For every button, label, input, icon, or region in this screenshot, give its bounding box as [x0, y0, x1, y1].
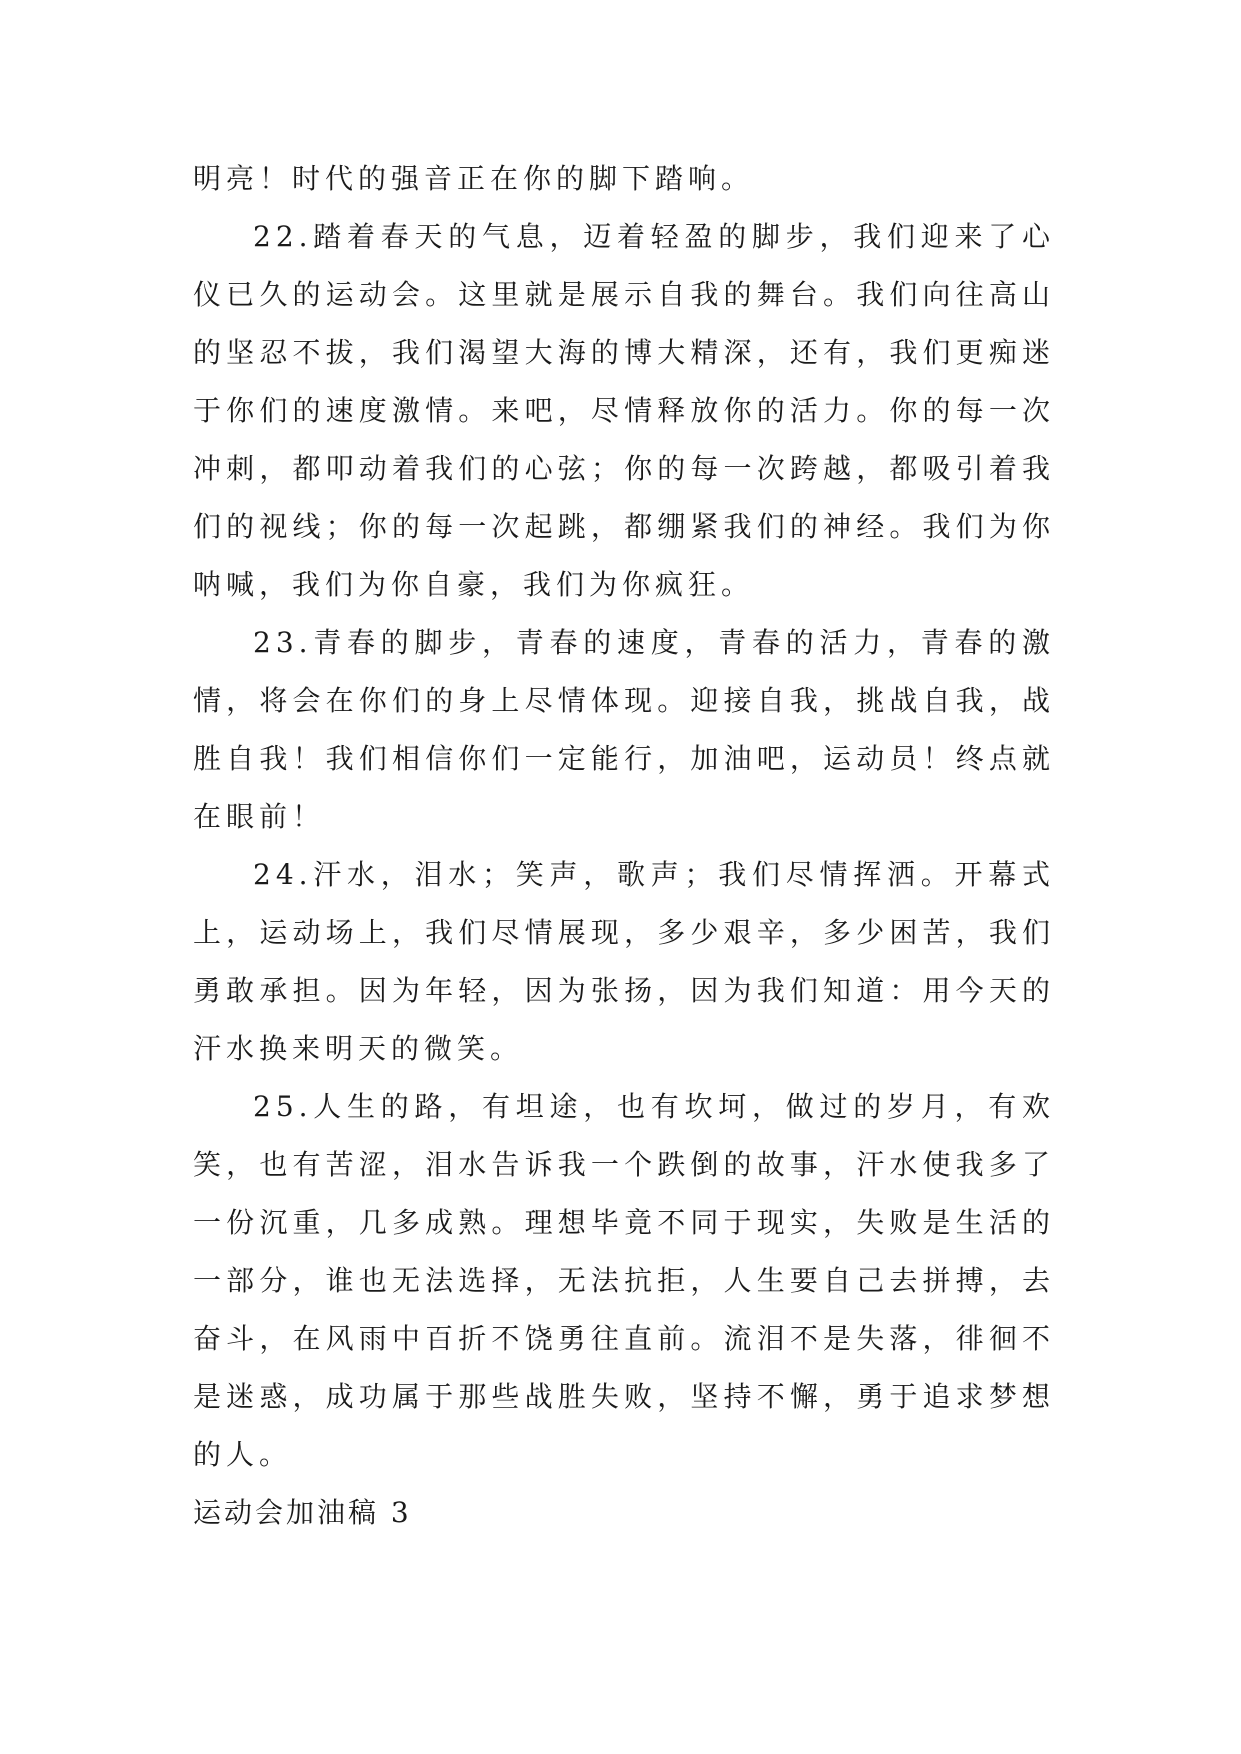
paragraph-continuation: 明亮！时代的强音正在你的脚下踏响。 — [193, 162, 755, 195]
document-body — [193, 150, 1055, 1542]
paragraph-25: 25.人生的路，有坦途，也有坎坷，做过的岁月，有欢笑，也有苦涩，泪水告诉我一个跌倒的故事，汗水使我多了一份沉重，几多成熟。理想毕竟不同于现实，失败是生活的一部分，谁也无法选择，无法抗拒，人生要自己去拼搏，去奋斗，在风雨中百折不饶勇往直前。流泪不是失落，徘徊不是迷惑，成功属于那些战胜失败，坚持不懈，勇于追求梦想的人。 — [193, 1090, 1055, 1471]
section-heading: 运动会加油稿 3 — [193, 1496, 412, 1529]
paragraph-22: 22.踏着春天的气息，迈着轻盈的脚步，我们迎来了心仪已久的运动会。这里就是展示自我的舞台。我们向往高山的坚忍不拔，我们渴望大海的博大精深，还有，我们更痴迷于你们的速度激情。来吧，尽情释放你的活力。你的每一次冲刺，都叩动着我们的心弦；你的每一次跨越，都吸引着我们的视线；你的每一次起跳，都绷紧我们的神经。我们为你呐喊，我们为你自豪，我们为你疯狂。 — [193, 220, 1055, 601]
paragraph-23: 23.青春的脚步，青春的速度，青春的活力，青春的激情，将会在你们的身上尽情体现。迎接自我，挑战自我，战胜自我！我们相信你们一定能行，加油吧，运动员！终点就在眼前！ — [193, 626, 1055, 833]
paragraph-24: 24.汗水，泪水；笑声，歌声；我们尽情挥洒。开幕式上，运动场上，我们尽情展现，多少艰辛，多少困苦，我们勇敢承担。因为年轻，因为张扬，因为我们知道：用今天的汗水换来明天的微笑。 — [193, 858, 1055, 1065]
